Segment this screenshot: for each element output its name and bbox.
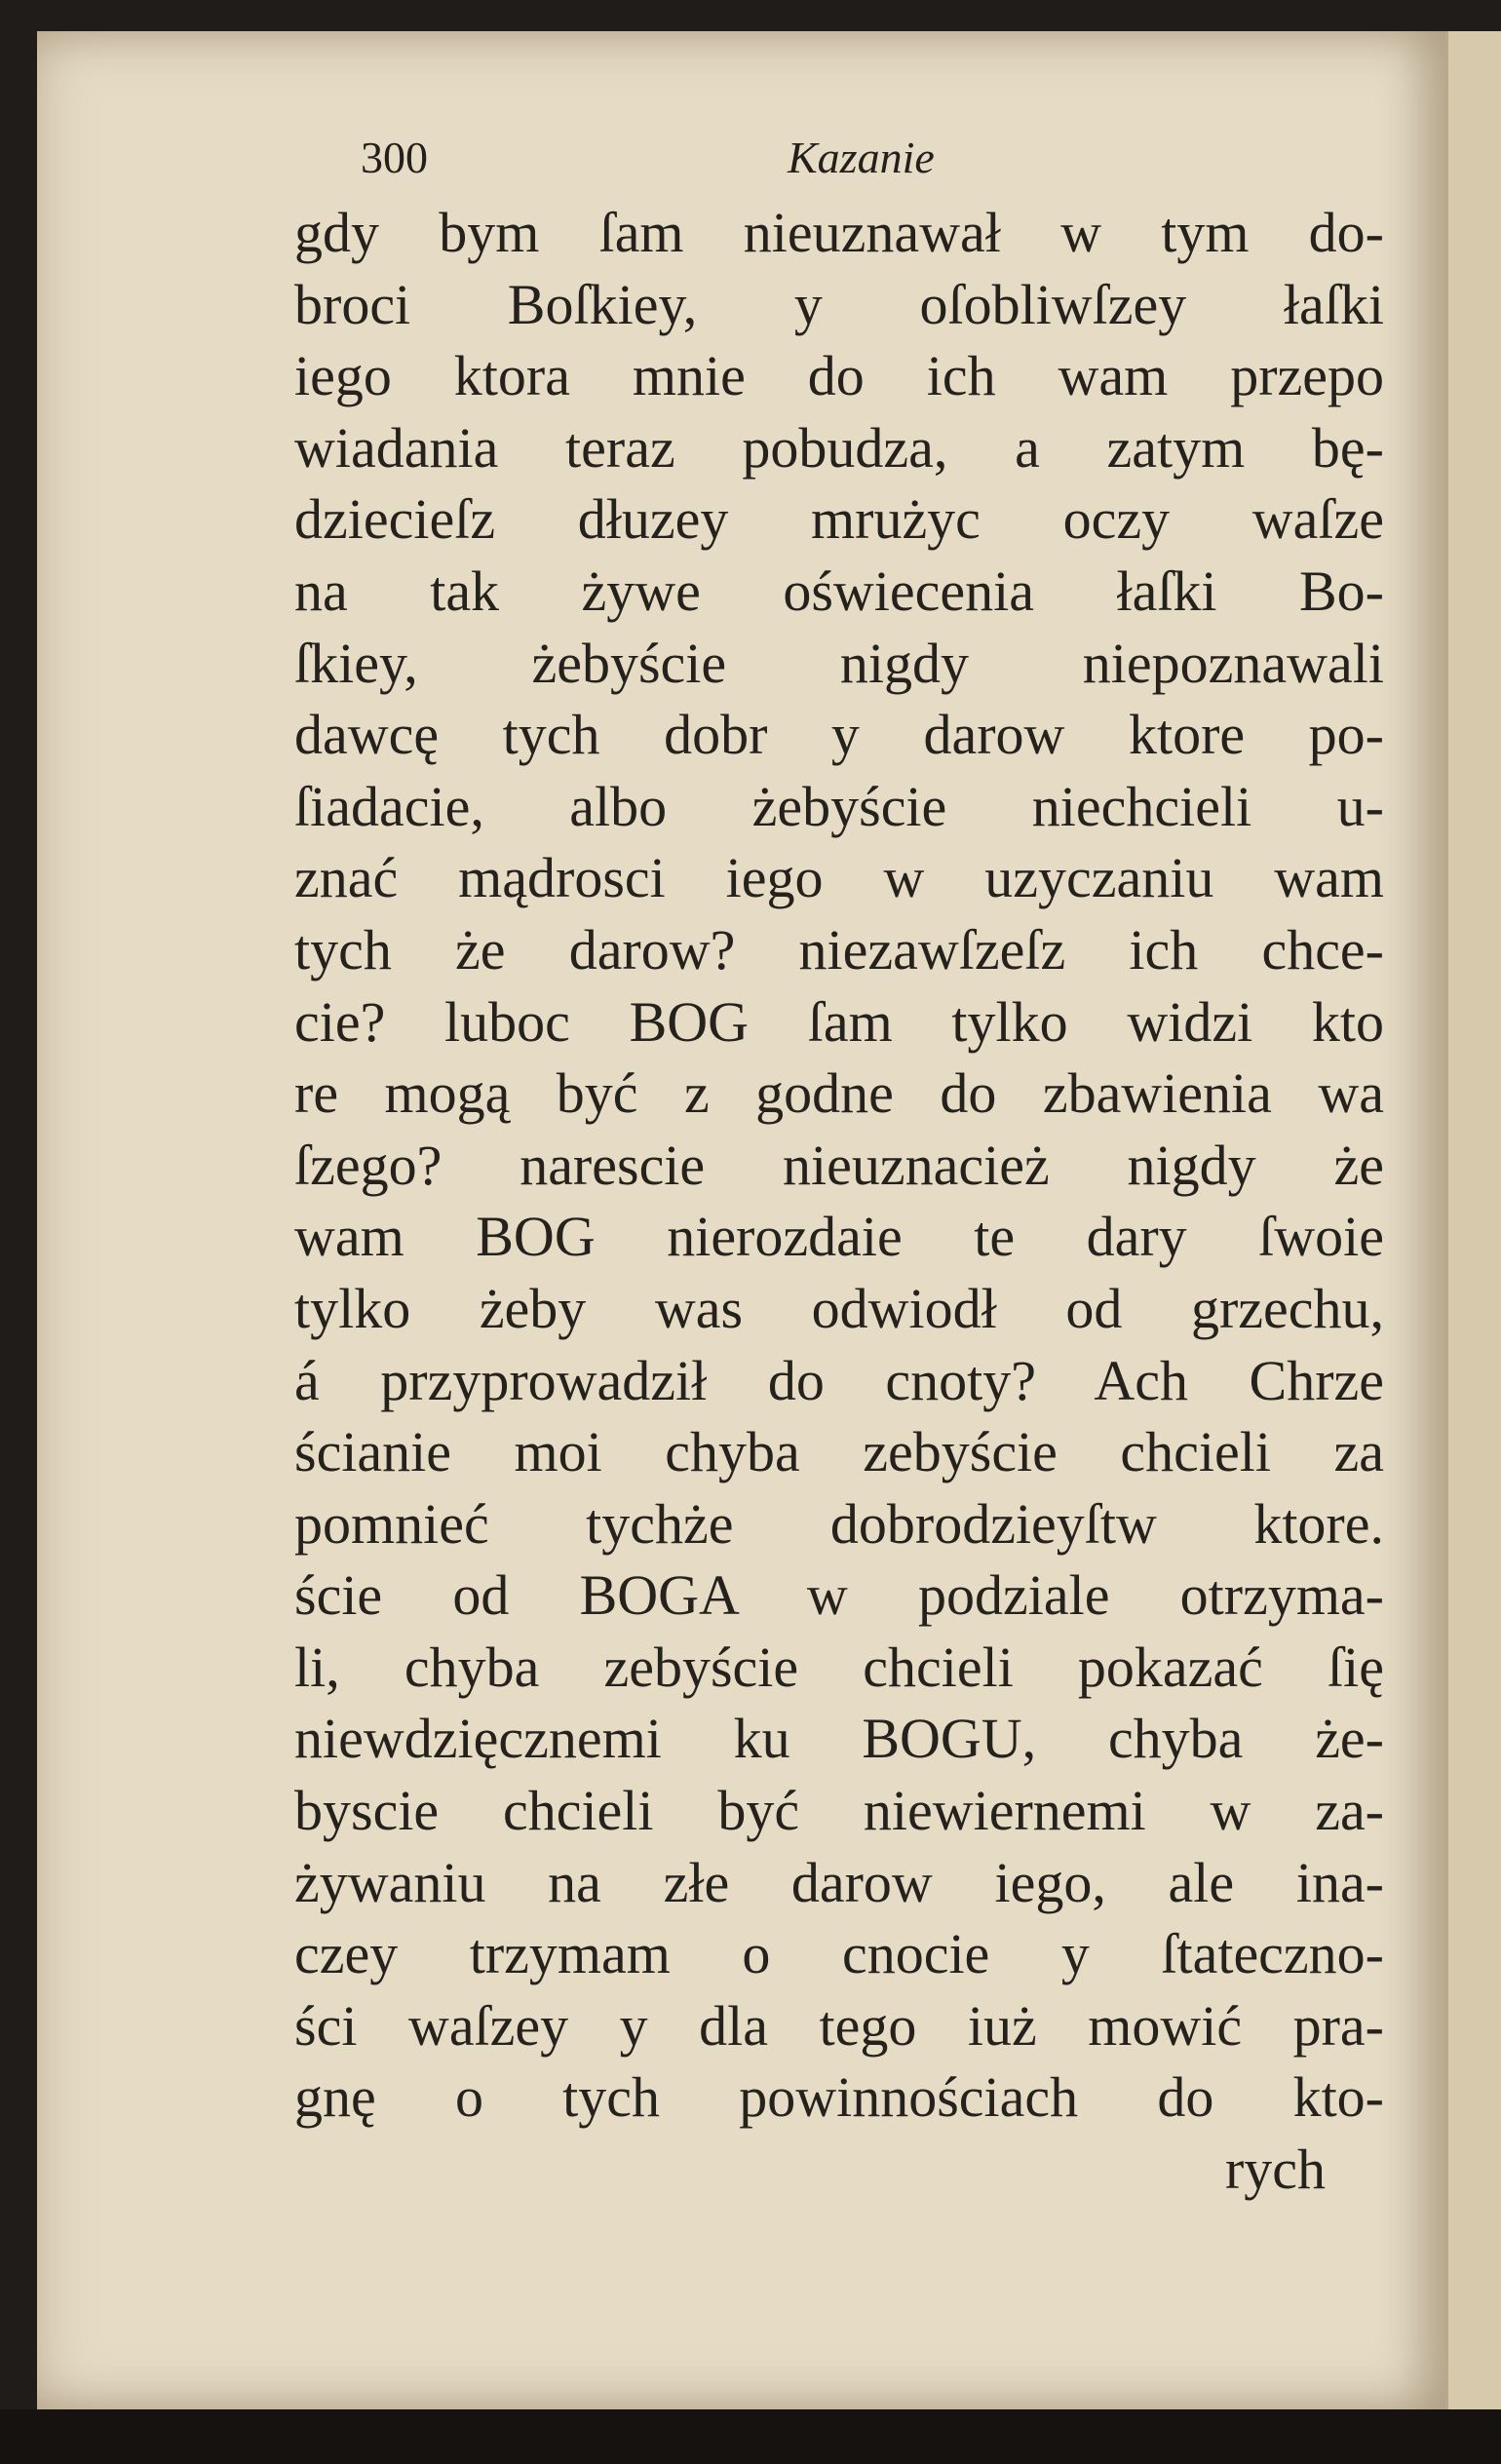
text-line: wam BOG nierozdaie te dary ſwoie	[294, 1205, 1384, 1269]
text-line: ſkiey, żebyście nigdy niepoznawali	[294, 631, 1384, 695]
text-line: wiadania teraz pobudza, a zatym bę-	[294, 415, 1384, 480]
text-line: re mogą być z godne do zbawienia wa	[294, 1061, 1384, 1126]
adjacent-page-edge	[1445, 31, 1501, 2409]
text-line: byscie chcieli być niewiernemi w za-	[294, 1779, 1384, 1843]
text-line: gdy bym ſam nieuznawał w tym do-	[294, 201, 1384, 264]
text-line: iego ktora mnie do ich wam przepo	[294, 344, 1384, 408]
text-line: na tak żywe oświecenia łaſki Bo-	[294, 558, 1384, 623]
text-line: dawcę tych dobr y darow ktore po-	[294, 703, 1384, 767]
page-header	[361, 132, 1316, 200]
text-line: dziecieſz dłuzey mrużyc oczy waſze	[294, 487, 1384, 552]
text-line: tylko żeby was odwiodł od grzechu,	[294, 1276, 1384, 1340]
page-number: 300	[361, 133, 428, 182]
text-line: tych że darow? niezawſzeſz ich chce-	[294, 917, 1384, 982]
text-line: niewdzięcznemi ku BOGU, chyba że-	[294, 1707, 1384, 1771]
text-line: ſzego? narescie nieuznacież nigdy że	[294, 1133, 1384, 1197]
text-line: czey trzymam o cnocie y ſtateczno-	[294, 1922, 1384, 1986]
text-line: ście od BOGA w podziale otrzyma-	[294, 1563, 1384, 1628]
catchword: rych	[1224, 2137, 1326, 2202]
text-line: á przyprowadził do cnoty? Ach Chrze	[294, 1348, 1384, 1412]
scan-background-band	[0, 2409, 1501, 2464]
body-text	[294, 197, 1384, 2206]
text-line: znać mądrosci iego w uzyczaniu wam	[294, 846, 1384, 910]
text-line: pomnieć tychże dobrodzieyſtw ktore.	[294, 1491, 1384, 1556]
text-line: ści waſzey y dla tego iuż mowić pra-	[294, 1993, 1384, 2058]
running-title: Kazanie	[788, 133, 935, 182]
text-line: gnę o tych powinnościach do kto-	[294, 2065, 1384, 2130]
text-line: ścianie moi chyba zebyście chcieli za	[294, 1420, 1384, 1484]
text-line: li, chyba zebyście chcieli pokazać ſię	[294, 1635, 1384, 1699]
text-line: cie? luboc BOG ſam tylko widzi kto	[294, 989, 1384, 1054]
text-line: broci Boſkiey, y oſobliwſzey łaſki	[294, 272, 1384, 336]
text-line: żywaniu na złe darow iego, ale ina-	[294, 1850, 1384, 1914]
text-line: ſiadacie, albo żebyście niechcieli u-	[294, 774, 1384, 838]
